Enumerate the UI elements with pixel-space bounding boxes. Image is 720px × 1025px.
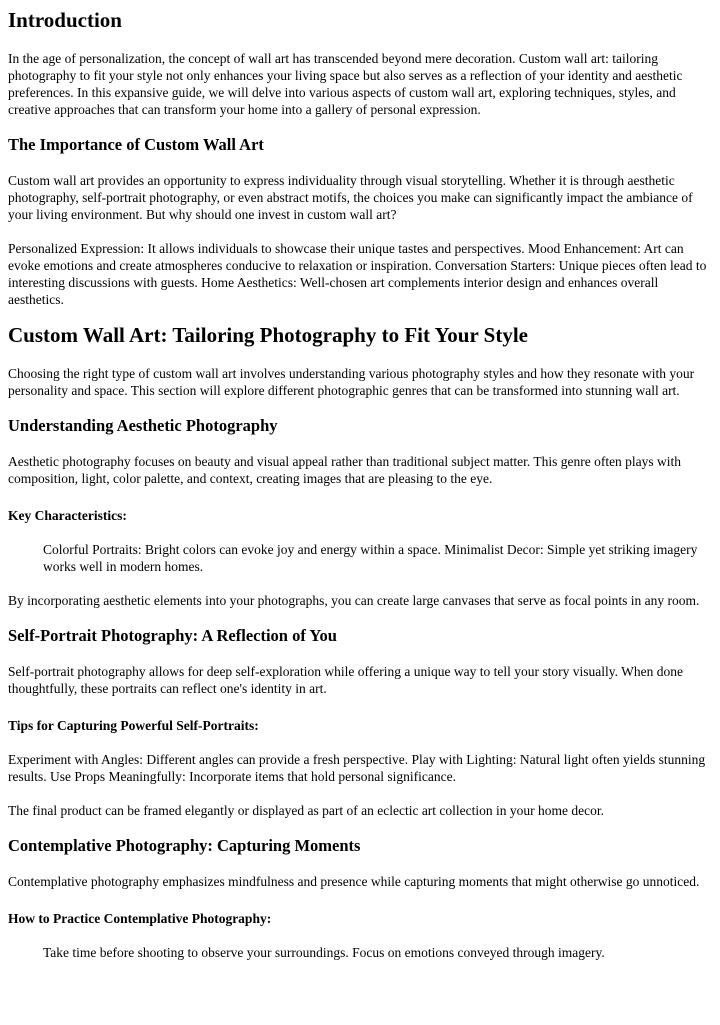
aesthetic-heading: Understanding Aesthetic Photography: [8, 416, 278, 435]
importance-paragraph-2: Personalized Expression: It allows individuals to showcase their unique tastes and perspectives. Mood Enhancement: Art can evoke emotions and create atmospheres conducive to relaxation or inspiration. Conversation Starters: Unique pieces often lead to interesting discussions with guests. Home Aesthetics: Well-chosen art complements interior design and enhances overall aesthetics.: [8, 241, 707, 307]
custom-paragraph: Choosing the right type of custom wall art involves understanding various photography styles and how they resonate with your personality and space. This section will explore different photographic genres that can be transformed into stunning wall art.: [8, 366, 695, 398]
intro-heading: Introduction: [8, 8, 122, 32]
key-characteristics-quote: Colorful Portraits: Bright colors can evoke joy and energy within a space. Minimalist Decor: Simple yet striking imagery works well in modern homes.: [43, 542, 698, 574]
aesthetic-paragraph-2: By incorporating aesthetic elements into your photographs, you can create large canvases that serve as focal points in any room.: [8, 593, 700, 608]
practice-quote: Take time before shooting to observe your surroundings. Focus on emotions conveyed through imagery.: [43, 945, 605, 960]
key-characteristics-heading: Key Characteristics:: [8, 508, 127, 523]
aesthetic-paragraph-1: Aesthetic photography focuses on beauty and visual appeal rather than traditional subject matter. This genre often plays with composition, light, color palette, and context, creating images that are pleasing to the eye.: [8, 454, 682, 486]
tips-heading: Tips for Capturing Powerful Self-Portraits:: [8, 718, 259, 733]
contemplative-heading: Contemplative Photography: Capturing Moments: [8, 836, 361, 855]
self-portrait-heading: Self-Portrait Photography: A Reflection of You: [8, 626, 337, 645]
importance-paragraph-1: Custom wall art provides an opportunity to express individuality through visual storytelling. Whether it is through aesthetic photography, self-portrait photography, or even abstract motifs, the choices you make can significantly impact the ambiance of your living environment. But why should one invest in custom wall art?: [8, 173, 693, 222]
article: [0, 8, 720, 961]
contemplative-paragraph: Contemplative photography emphasizes mindfulness and presence while capturing moments that might otherwise go unnoticed.: [8, 874, 700, 889]
importance-heading: The Importance of Custom Wall Art: [8, 135, 264, 154]
self-portrait-paragraph: Self-portrait photography allows for deep self-exploration while offering a unique way to tell your story visually. When done thoughtfully, these portraits can reflect one's identity in art.: [8, 664, 683, 696]
custom-heading: Custom Wall Art: Tailoring Photography to Fit Your Style: [8, 323, 528, 347]
tips-paragraph-2: The final product can be framed elegantly or displayed as part of an eclectic art collection in your home decor.: [8, 803, 605, 818]
intro-paragraph: In the age of personalization, the concept of wall art has transcended beyond mere decoration. Custom wall art: tailoring photography to fit your style not only enhances your living space but also serves as a reflection of your identity and aesthetic preferences. In this expansive guide, we will delve into various aspects of custom wall art, exploring techniques, styles, and creative approaches that can transform your home into a gallery of personal expression.: [8, 51, 683, 117]
practice-heading: How to Practice Contemplative Photography:: [8, 911, 272, 926]
tips-paragraph-1: Experiment with Angles: Different angles can provide a fresh perspective. Play with Lighting: Natural light often yields stunning results. Use Props Meaningfully: Incorporate items that hold personal significance.: [8, 752, 706, 784]
